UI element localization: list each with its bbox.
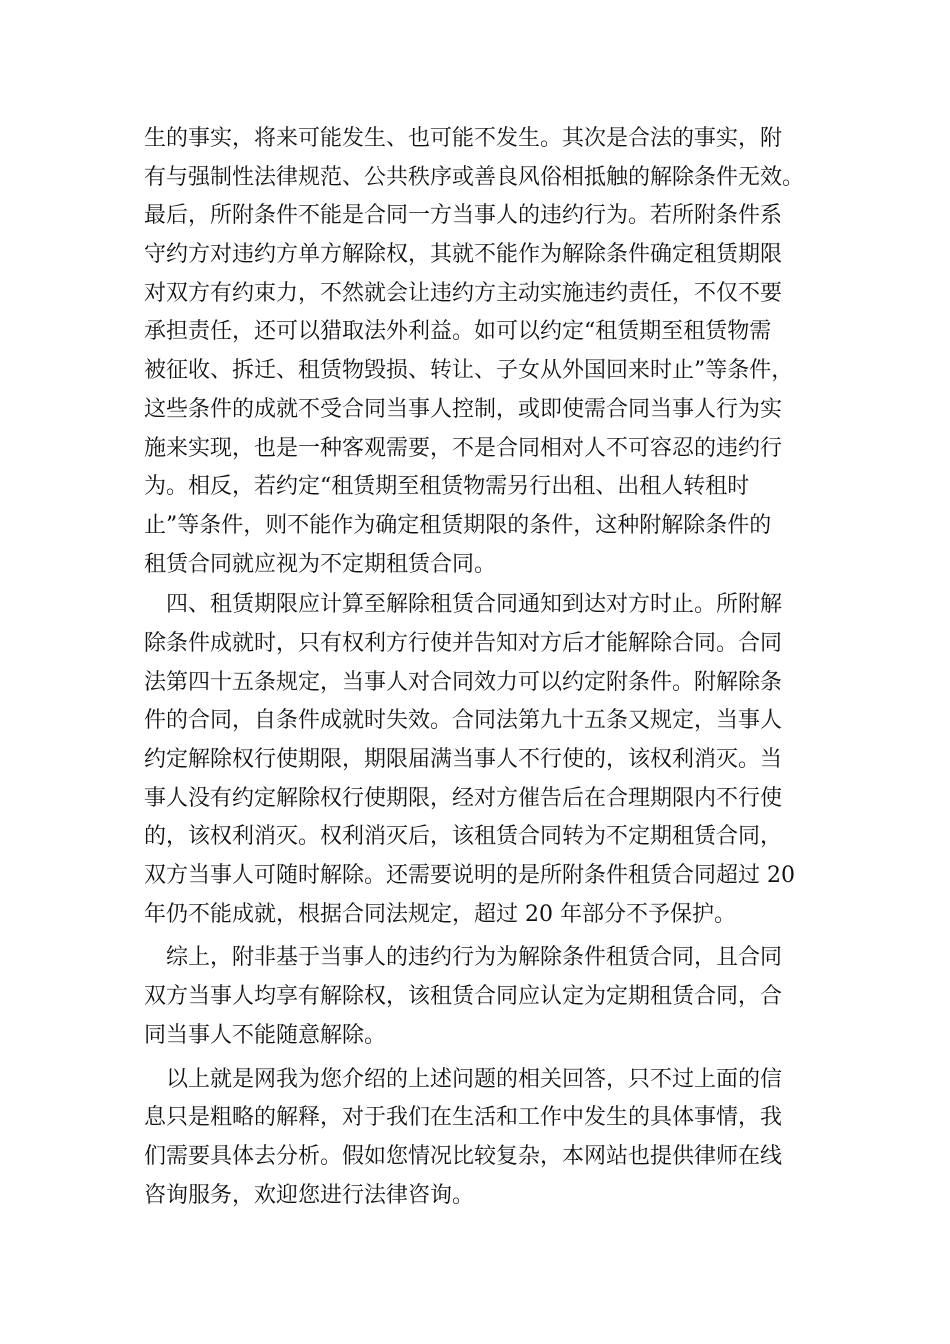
text-line: 对双方有约束力，不然就会让违约方主动实施违约责任，不仅不要 (144, 280, 783, 306)
text-line: 承担责任，还可以猎取法外利益。如可以约定“租赁期至租赁物需 (144, 319, 772, 345)
paragraph-section-four (144, 586, 812, 934)
text-line: 以上就是网我为您介绍的上述问题的相关回答，只不过上面的信 (144, 1066, 783, 1092)
text-line: 有与强制性法律规范、公共秩序或善良风俗相抵触的解除条件无效。 (144, 164, 805, 190)
text-line: 四、租赁期限应计算至解除租赁合同通知到达对方时止。所附解 (144, 592, 783, 618)
text-line: 最后，所附条件不能是合同一方当事人的违约行为。若所附条件系 (144, 203, 783, 229)
text-line: 止”等条件，则不能作为确定租赁期限的条件，这种附解除条件的 (144, 512, 772, 538)
text-line: 约定解除权行使期限，期限届满当事人不行使的，该权利消灭。当 (144, 747, 783, 772)
text-line: 被征收、拆迁、租赁物毁损、转让、子女从外国回来时止”等条件， (144, 358, 794, 384)
text-line: 综上，附非基于当事人的违约行为为解除条件租赁合同，且合同 (144, 945, 783, 971)
text-line: 同当事人不能随意解除。 (144, 1022, 387, 1048)
text-line: 息只是粗略的解释，对于我们在生活和工作中发生的具体事情，我 (144, 1105, 783, 1131)
text-line: 的，该权利消灭。权利消灭后，该租赁合同转为不定期租赁合同， (144, 824, 783, 850)
text-line: 生的事实，将来可能发生、也可能不发生。其次是合法的事实，附 (144, 126, 783, 151)
text-line: 守约方对违约方单方解除权，其就不能作为解除条件确定租赁期限 (144, 242, 783, 268)
document-body (144, 120, 812, 1217)
text-line: 年仍不能成就，根据合同法规定，超过 20 年部分不予保护。 (144, 901, 736, 927)
paragraph-summary (144, 939, 812, 1055)
paragraph-conditions (144, 120, 812, 584)
text-line: 双方当事人可随时解除。还需要说明的是所附条件租赁合同超过 20 (144, 863, 795, 889)
text-line: 为。相反，若约定“租赁期至租赁物需另行出租、出租人转租时 (144, 474, 750, 500)
text-line: 咨询服务，欢迎您进行法律咨询。 (144, 1182, 475, 1208)
text-line: 事人没有约定解除权行使期限，经对方催告后在合理期限内不行使 (144, 785, 783, 811)
text-line: 件的合同，自条件成就时失效。合同法第九十五条又规定，当事人 (144, 708, 783, 734)
text-line: 双方当事人均享有解除权，该租赁合同应认定为定期租赁合同，合 (144, 984, 783, 1010)
text-line: 们需要具体去分析。假如您情况比较复杂，本网站也提供律师在线 (144, 1143, 783, 1169)
text-line: 这些条件的成就不受合同当事人控制，或即使需合同当事人行为实 (144, 396, 783, 422)
text-line: 除条件成就时，只有权利方行使并告知对方后才能解除合同。合同 (144, 630, 783, 656)
text-line: 租赁合同就应视为不定期租赁合同。 (144, 551, 497, 577)
text-line: 法第四十五条规定，当事人对合同效力可以约定附条件。附解除条 (144, 669, 783, 695)
paragraph-closing (144, 1061, 812, 1216)
text-line: 施来实现，也是一种客观需要，不是合同相对人不可容忍的违约行 (144, 435, 783, 461)
